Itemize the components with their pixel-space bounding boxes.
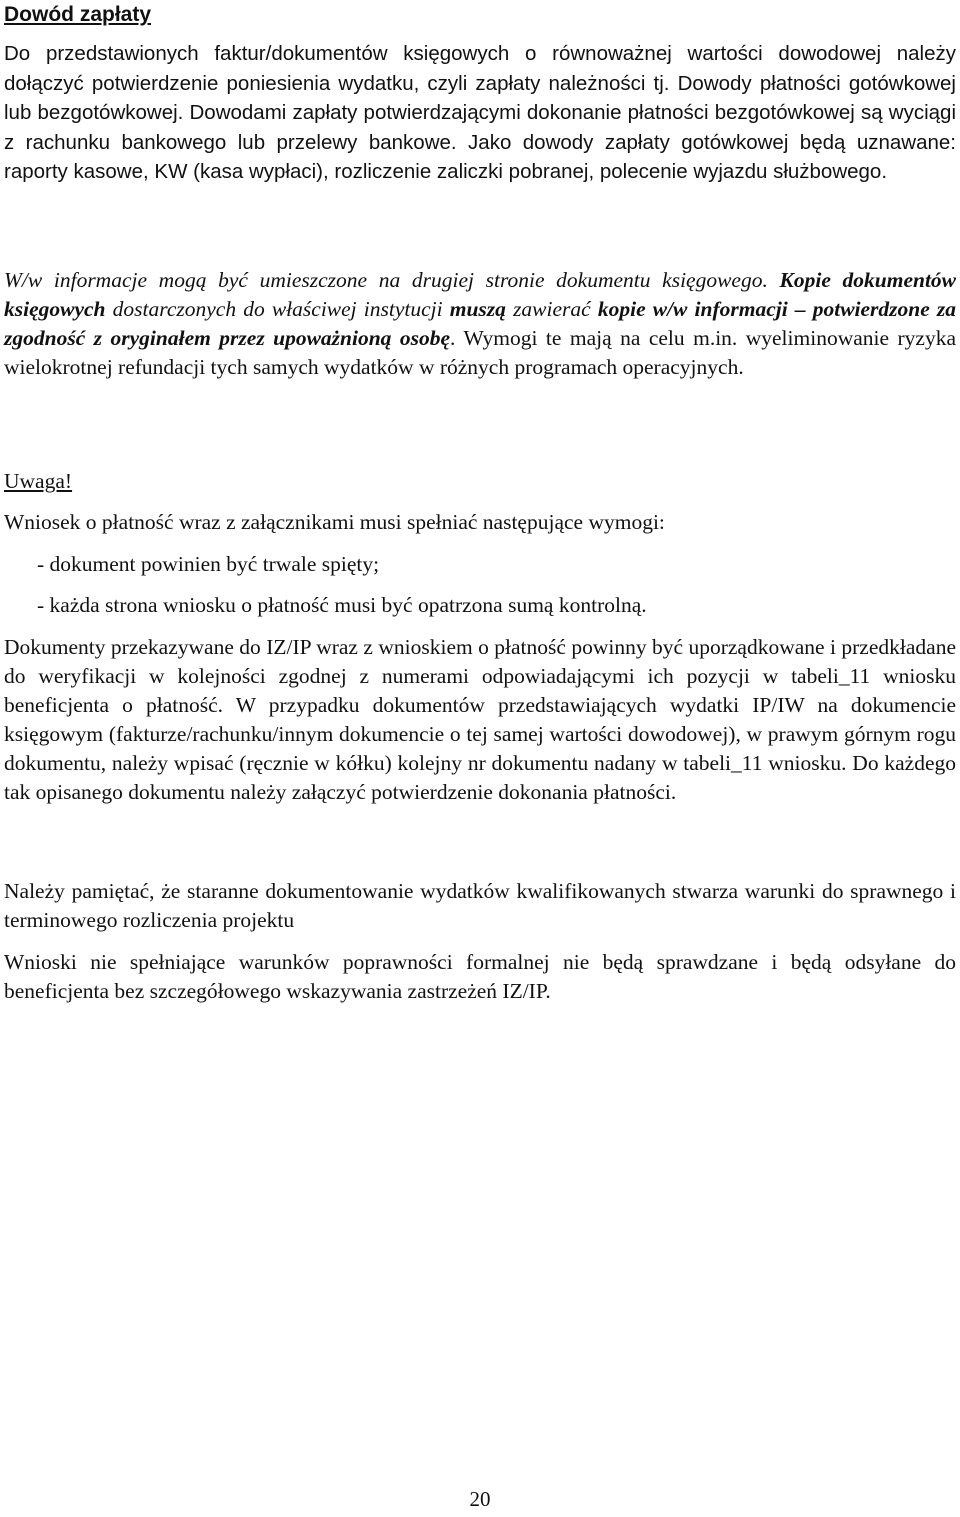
requirement-item xyxy=(4,550,956,579)
italic-phrase: dostarczonych do właściwej instytucji xyxy=(112,297,443,321)
page-number: 20 xyxy=(469,1487,491,1511)
bold-italic-phrase: muszą xyxy=(449,297,506,321)
payment-proof-paragraph xyxy=(4,39,956,187)
list-item: - każda strona wniosku o płatność musi być opatrzona sumą kontrolną. xyxy=(37,593,647,617)
requirements-intro: Wniosek o płatność wraz z załącznikami musi spełniać następujące wymogi: xyxy=(4,510,665,534)
warning-label: Uwaga! xyxy=(4,469,73,493)
paragraph-text: Dokumenty przekazywane do IZ/IP wraz z wnioskiem o płatność powinny być uporządkowane i przedkładane do weryfikacji w kolejności zgodnej z numerami odpowiadającymi ich pozycji w tabeli_11 wniosku beneficjenta o płatność. W przypadku dokumentów przedstawiających wydatki IP/IW na dokumencie księgowym (fakturze/rachunku/innym dokumencie o tej samej wartości dowodowej), w prawym górnym rogu dokumentu, należy wpisać (ręcznie w kółku) kolejny nr dokumentu nadany w tabeli_11 wniosku. Do każdego tak opisanego dokumentu należy załączyć potwierdzenie dokonania płatności. xyxy=(4,635,956,804)
documents-order-paragraph xyxy=(4,633,956,807)
bold-italic-phrase: Kopie dokumentów księgowych xyxy=(4,268,957,321)
requirement-item xyxy=(4,591,956,620)
section-heading: Dowód zapłaty xyxy=(4,3,152,26)
paragraph-text: Do przedstawionych faktur/dokumentów księgowych o równoważnej wartości dowodowej należy dołączyć potwierdzenie poniesienia wydatku, czyli zapłaty należności tj. Dowody płatności gotówkowej lub bezgotówkowej. Dowodami zapłaty potwierdzającymi dokonanie płatności bezgotówkowej są wyciągi z rachunku bankowego lub przelewy bankowe. Jako dowody zapłaty gotówkowej będą uznawane: raporty kasowe, KW (kasa wypłaci), rozliczenie zaliczki pobranej, polecenie wyjazdu służbowego. xyxy=(4,42,956,183)
italic-note: W/w informacje mogą być umieszczone na drugiej stronie dokumentu księgowego. xyxy=(4,268,768,292)
paragraph-text: Wnioski nie spełniające warunków poprawności formalnej nie będą sprawdzane i będą odsyłane do beneficjenta bez szczegółowego wskazywania zastrzeżeń IZ/IP. xyxy=(4,950,956,1003)
italic-phrase: zawierać xyxy=(513,297,591,321)
bold-italic-phrase: kopie w/w informacji – potwierdzone za zgodność z oryginałem przez upoważnioną osobę xyxy=(4,297,957,350)
warning-label-block xyxy=(4,467,956,496)
documentation-note-paragraph xyxy=(4,877,956,935)
paragraph-text: Należy pamiętać, że staranne dokumentowanie wydatków kwalifikowanych stwarza warunki do sprawnego i terminowego rozliczenia projektu xyxy=(4,879,956,932)
list-item: - dokument powinien być trwale spięty; xyxy=(37,552,380,576)
copies-requirement-paragraph xyxy=(4,266,956,382)
application-requirements xyxy=(4,508,956,537)
plain-phrase: . Wymogi te mają na celu m.in. wyeliminowanie ryzyka wielokrotnej refundacji tych samych wydatków w różnych programach operacyjnych. xyxy=(4,326,956,379)
rejection-note-paragraph xyxy=(4,948,956,1006)
